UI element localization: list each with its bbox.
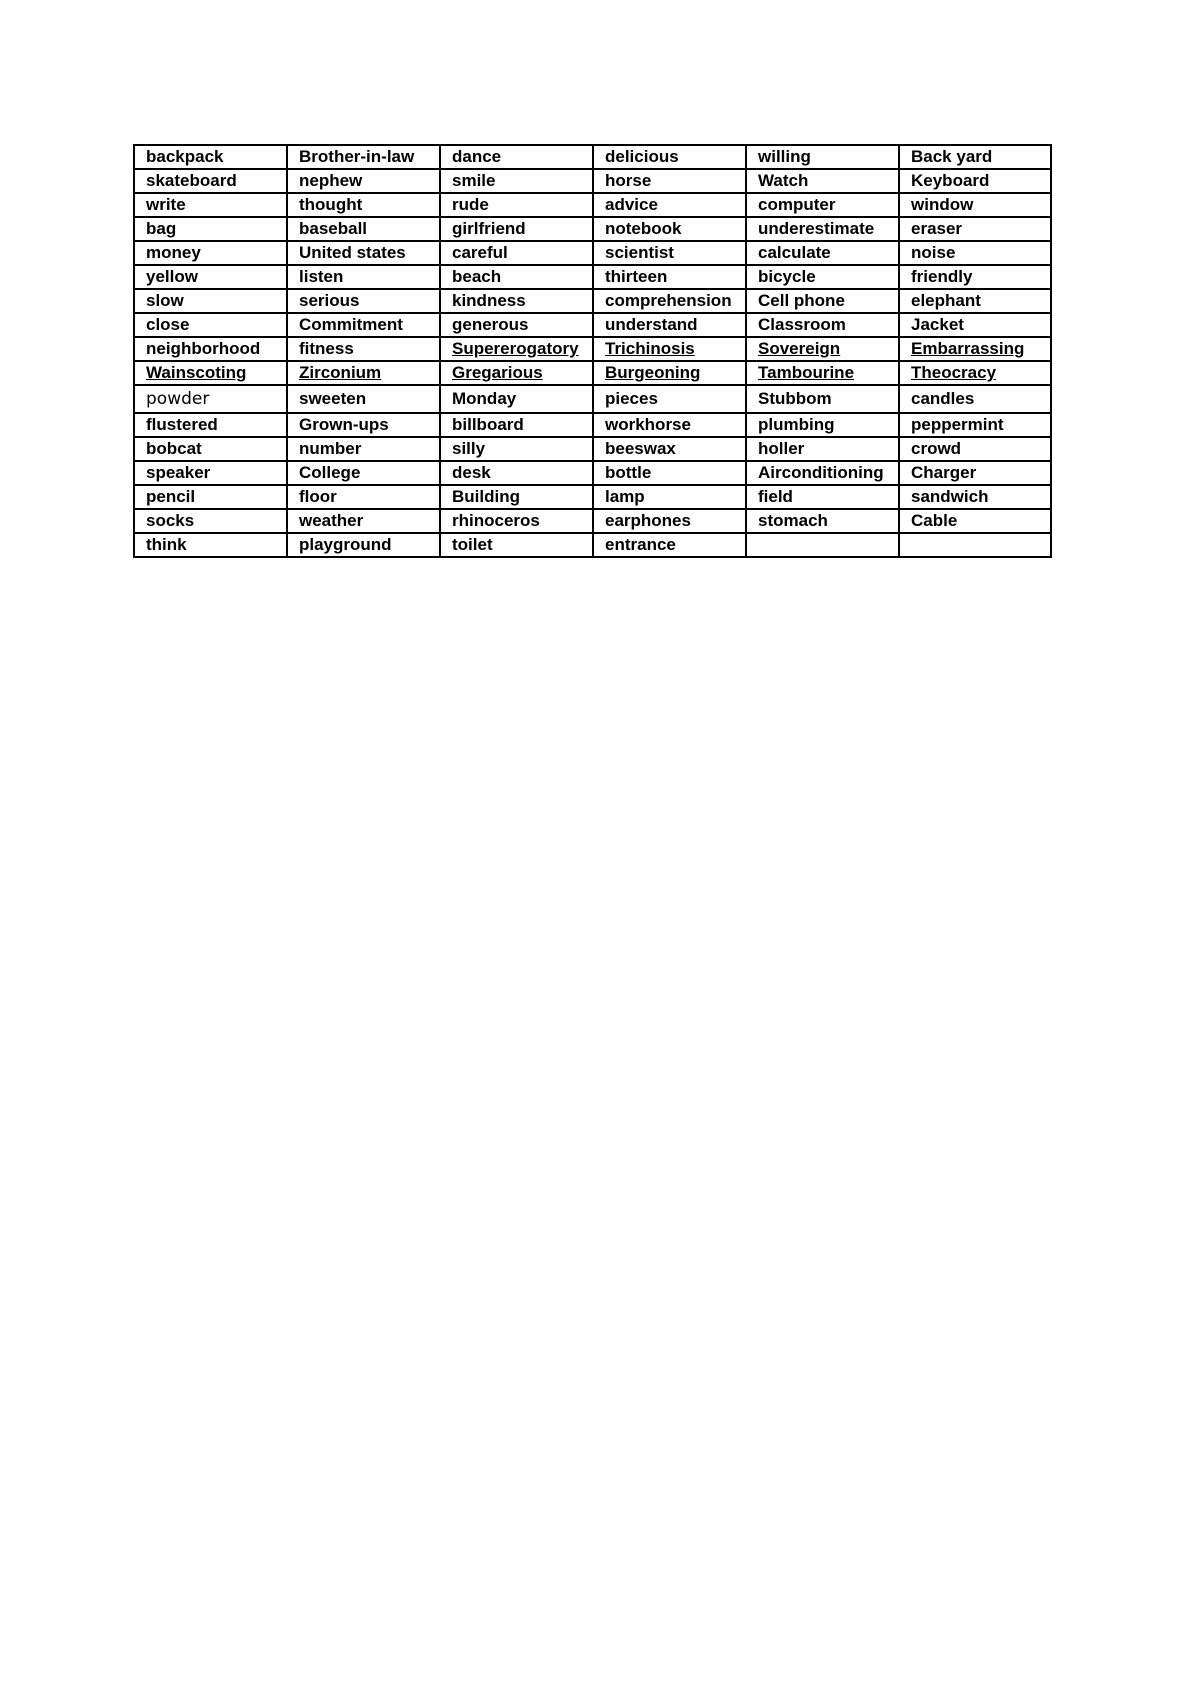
table-cell: weather	[287, 509, 440, 533]
table-cell: candles	[899, 385, 1051, 413]
table-row	[134, 413, 1051, 437]
table-cell: College	[287, 461, 440, 485]
table-cell: peppermint	[899, 413, 1051, 437]
table-cell: generous	[440, 313, 593, 337]
table-row	[134, 289, 1051, 313]
table-cell: Theocracy	[899, 361, 1051, 385]
table-cell: think	[134, 533, 287, 557]
table-cell: beach	[440, 265, 593, 289]
table-cell: fitness	[287, 337, 440, 361]
table-cell: smile	[440, 169, 593, 193]
table-row	[134, 437, 1051, 461]
table-row	[134, 533, 1051, 557]
table-row	[134, 337, 1051, 361]
table-cell: sweeten	[287, 385, 440, 413]
table-cell: Back yard	[899, 145, 1051, 169]
table-cell: elephant	[899, 289, 1051, 313]
table-cell: entrance	[593, 533, 746, 557]
table-cell: Keyboard	[899, 169, 1051, 193]
table-cell: United states	[287, 241, 440, 265]
table-cell: dance	[440, 145, 593, 169]
table-cell: pieces	[593, 385, 746, 413]
table-cell: Sovereign	[746, 337, 899, 361]
table-row	[134, 193, 1051, 217]
table-cell: close	[134, 313, 287, 337]
table-cell: Classroom	[746, 313, 899, 337]
table-cell: computer	[746, 193, 899, 217]
table-row	[134, 241, 1051, 265]
table-cell: thirteen	[593, 265, 746, 289]
table-row	[134, 145, 1051, 169]
table-cell: lamp	[593, 485, 746, 509]
table-cell: plumbing	[746, 413, 899, 437]
table-cell: delicious	[593, 145, 746, 169]
table-cell: desk	[440, 461, 593, 485]
table-cell: Cell phone	[746, 289, 899, 313]
table-cell: eraser	[899, 217, 1051, 241]
table-cell: Brother-in-law	[287, 145, 440, 169]
table-cell: window	[899, 193, 1051, 217]
table-cell: understand	[593, 313, 746, 337]
table-cell: bottle	[593, 461, 746, 485]
table-cell: powder	[134, 385, 287, 413]
table-cell: sandwich	[899, 485, 1051, 509]
table-cell: field	[746, 485, 899, 509]
table-cell: noise	[899, 241, 1051, 265]
table-cell: bag	[134, 217, 287, 241]
table-row	[134, 217, 1051, 241]
table-cell: Trichinosis	[593, 337, 746, 361]
table-cell: rude	[440, 193, 593, 217]
table-cell: baseball	[287, 217, 440, 241]
table-cell: comprehension	[593, 289, 746, 313]
empty-cell	[899, 533, 1051, 557]
table-cell: skateboard	[134, 169, 287, 193]
table-cell: backpack	[134, 145, 287, 169]
table-cell: Gregarious	[440, 361, 593, 385]
table-cell: careful	[440, 241, 593, 265]
table-cell: rhinoceros	[440, 509, 593, 533]
table-row	[134, 361, 1051, 385]
table-cell: neighborhood	[134, 337, 287, 361]
table-row	[134, 385, 1051, 413]
table-cell: money	[134, 241, 287, 265]
table-cell: Cable	[899, 509, 1051, 533]
table-cell: Wainscoting	[134, 361, 287, 385]
table-cell: silly	[440, 437, 593, 461]
table-cell: Commitment	[287, 313, 440, 337]
table-cell: advice	[593, 193, 746, 217]
table-cell: workhorse	[593, 413, 746, 437]
table-row	[134, 265, 1051, 289]
table-cell: toilet	[440, 533, 593, 557]
table-cell: playground	[287, 533, 440, 557]
table-cell: pencil	[134, 485, 287, 509]
table-cell: notebook	[593, 217, 746, 241]
table-row	[134, 461, 1051, 485]
table-cell: speaker	[134, 461, 287, 485]
table-cell: calculate	[746, 241, 899, 265]
table-cell: willing	[746, 145, 899, 169]
table-cell: Tambourine	[746, 361, 899, 385]
table-cell: Supererogatory	[440, 337, 593, 361]
table-cell: Airconditioning	[746, 461, 899, 485]
table-cell: Burgeoning	[593, 361, 746, 385]
table-cell: bobcat	[134, 437, 287, 461]
table-row	[134, 509, 1051, 533]
table-cell: horse	[593, 169, 746, 193]
table-cell: Charger	[899, 461, 1051, 485]
table-cell: yellow	[134, 265, 287, 289]
table-cell: kindness	[440, 289, 593, 313]
table-row	[134, 169, 1051, 193]
table-cell: beeswax	[593, 437, 746, 461]
table-cell: girlfriend	[440, 217, 593, 241]
table-row	[134, 313, 1051, 337]
table-cell: Watch	[746, 169, 899, 193]
table-cell: underestimate	[746, 217, 899, 241]
table-cell: Embarrassing	[899, 337, 1051, 361]
empty-cell	[746, 533, 899, 557]
table-cell: Grown-ups	[287, 413, 440, 437]
table-cell: serious	[287, 289, 440, 313]
table-cell: write	[134, 193, 287, 217]
table-cell: nephew	[287, 169, 440, 193]
table-cell: flustered	[134, 413, 287, 437]
table-cell: friendly	[899, 265, 1051, 289]
table-cell: Building	[440, 485, 593, 509]
table-cell: billboard	[440, 413, 593, 437]
table-cell: floor	[287, 485, 440, 509]
table-cell: Stubbom	[746, 385, 899, 413]
table-cell: Monday	[440, 385, 593, 413]
table-cell: number	[287, 437, 440, 461]
word-table	[133, 144, 1052, 558]
table-row	[134, 485, 1051, 509]
table-cell: crowd	[899, 437, 1051, 461]
table-cell: earphones	[593, 509, 746, 533]
table-cell: scientist	[593, 241, 746, 265]
word-table-body	[134, 145, 1051, 557]
table-cell: slow	[134, 289, 287, 313]
table-cell: socks	[134, 509, 287, 533]
table-cell: Zirconium	[287, 361, 440, 385]
table-cell: stomach	[746, 509, 899, 533]
table-cell: listen	[287, 265, 440, 289]
table-cell: holler	[746, 437, 899, 461]
table-cell: thought	[287, 193, 440, 217]
table-cell: bicycle	[746, 265, 899, 289]
table-cell: Jacket	[899, 313, 1051, 337]
